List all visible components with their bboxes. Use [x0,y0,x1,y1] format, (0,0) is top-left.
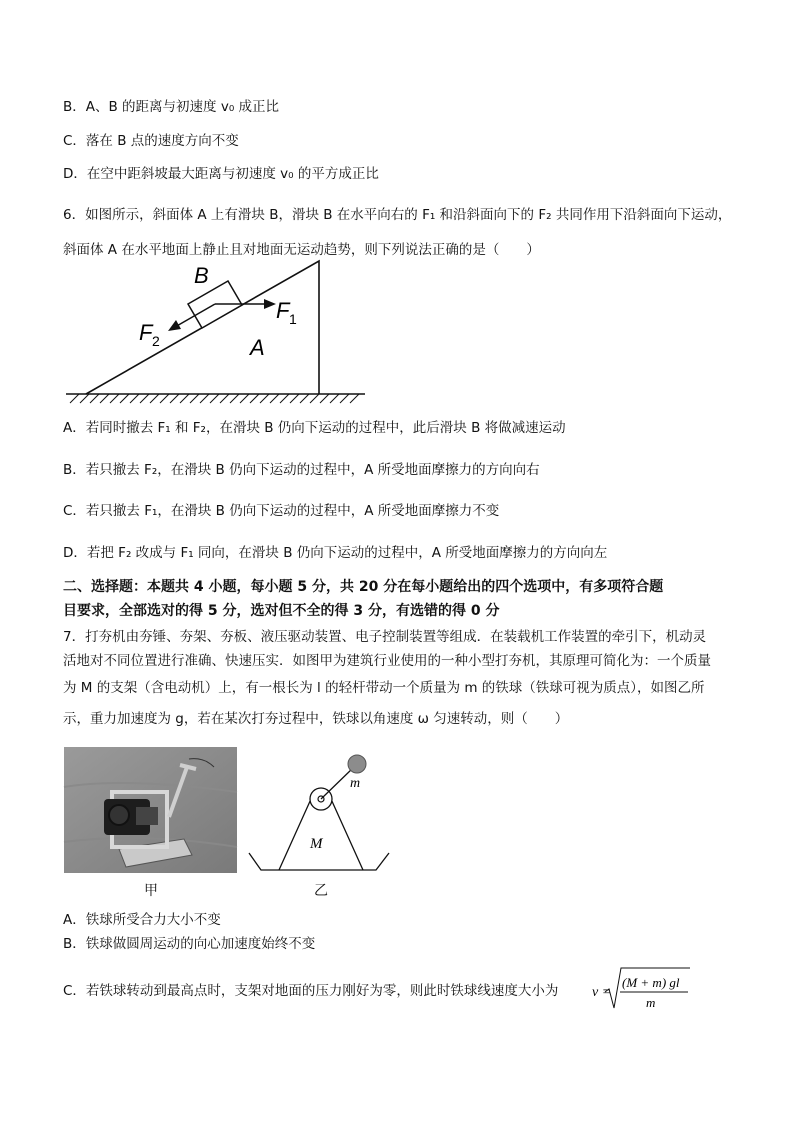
section2-heading-line1: 二、选择题：本题共 4 小题，每小题 5 分，共 20 分在每小题给出的四个选项中，有多项符合题 [63,579,664,595]
q5-option-c: C．落在 B 点的速度方向不变 [63,133,239,149]
label-m: m [350,776,361,791]
q6-option-b: B．若只撤去 F₂，在滑块 B 仍向下运动的过程中，A 所受地面摩擦力的方向向右 [63,462,540,478]
q7-option-a: A．铁球所受合力大小不变 [63,912,221,928]
section2-heading-line2: 目要求，全部选对的得 5 分，选对但不全的得 3 分，有选错的得 0 分 [63,603,500,619]
q7-stem-line4: 示，重力加速度为 g，若在某次打夯过程中，铁球以角速度 ω 匀速转动，则（ ） [63,711,569,727]
q7-stem-line3: 为 M 的支架（含电动机）上，有一根长为 l 的轻杆带动一个质量为 m 的铁球（铁球可视为质点），如图乙所 [63,680,705,696]
q7-stem-line2: 活地对不同位置进行准确、快速压实．如图甲为建筑行业使用的一种小型打夯机，其原理可简化为：一个质量 [63,653,711,669]
label-b: B [194,263,209,288]
formula-lhs: v = [592,985,612,1000]
label-f2-sub: 2 [152,333,160,349]
q7-option-b: B．铁球做圆周运动的向心加速度始终不变 [63,936,316,952]
q6-stem-line1: 6．如图所示，斜面体 A 上有滑块 B，滑块 B 在水平向右的 F₁ 和沿斜面向下的 F₂ 共同作用下沿斜面向下运动， [63,207,732,223]
q6-option-d: D．若把 F₂ 改成与 F₁ 同向，在滑块 B 仍向下运动的过程中，A 所受地面摩擦力的方向向左 [63,545,608,561]
label-f1-sub: 1 [289,311,297,327]
q5-option-d: D．在空中距斜坡最大距离与初速度 v₀ 的平方成正比 [63,166,379,182]
q6-option-c: C．若只撤去 F₁，在滑块 B 仍向下运动的过程中，A 所受地面摩擦力不变 [63,503,500,519]
q5-option-b: B．A、B 的距离与初速度 v₀ 成正比 [63,99,280,115]
caption-jia: 甲 [144,883,158,899]
label-a: A [250,335,265,360]
q7-stem-line1: 7．打夯机由夯锤、夯架、夯板、液压驱动装置、电子控制装置等组成．在装载机工作装置的牵引下，机动灵 [63,629,707,645]
formula-numerator: (M + m) gl [622,975,680,990]
formula-denominator: m [646,995,656,1010]
label-f2: F [139,320,153,345]
caption-yi: 乙 [314,883,328,899]
q6-stem-line2: 斜面体 A 在水平地面上静止且对地面无运动趋势，则下列说法正确的是（ ） [63,242,540,258]
q6-option-a: A．若同时撤去 F₁ 和 F₂，在滑块 B 仍向下运动的过程中，此后滑块 B 将做减速运动 [63,420,566,436]
q7-option-c: C．若铁球转动到最高点时，支架对地面的压力刚好为零，则此时铁球线速度大小为 [63,983,559,999]
label-big-m: M [310,836,323,852]
label-f1: F [276,298,290,323]
